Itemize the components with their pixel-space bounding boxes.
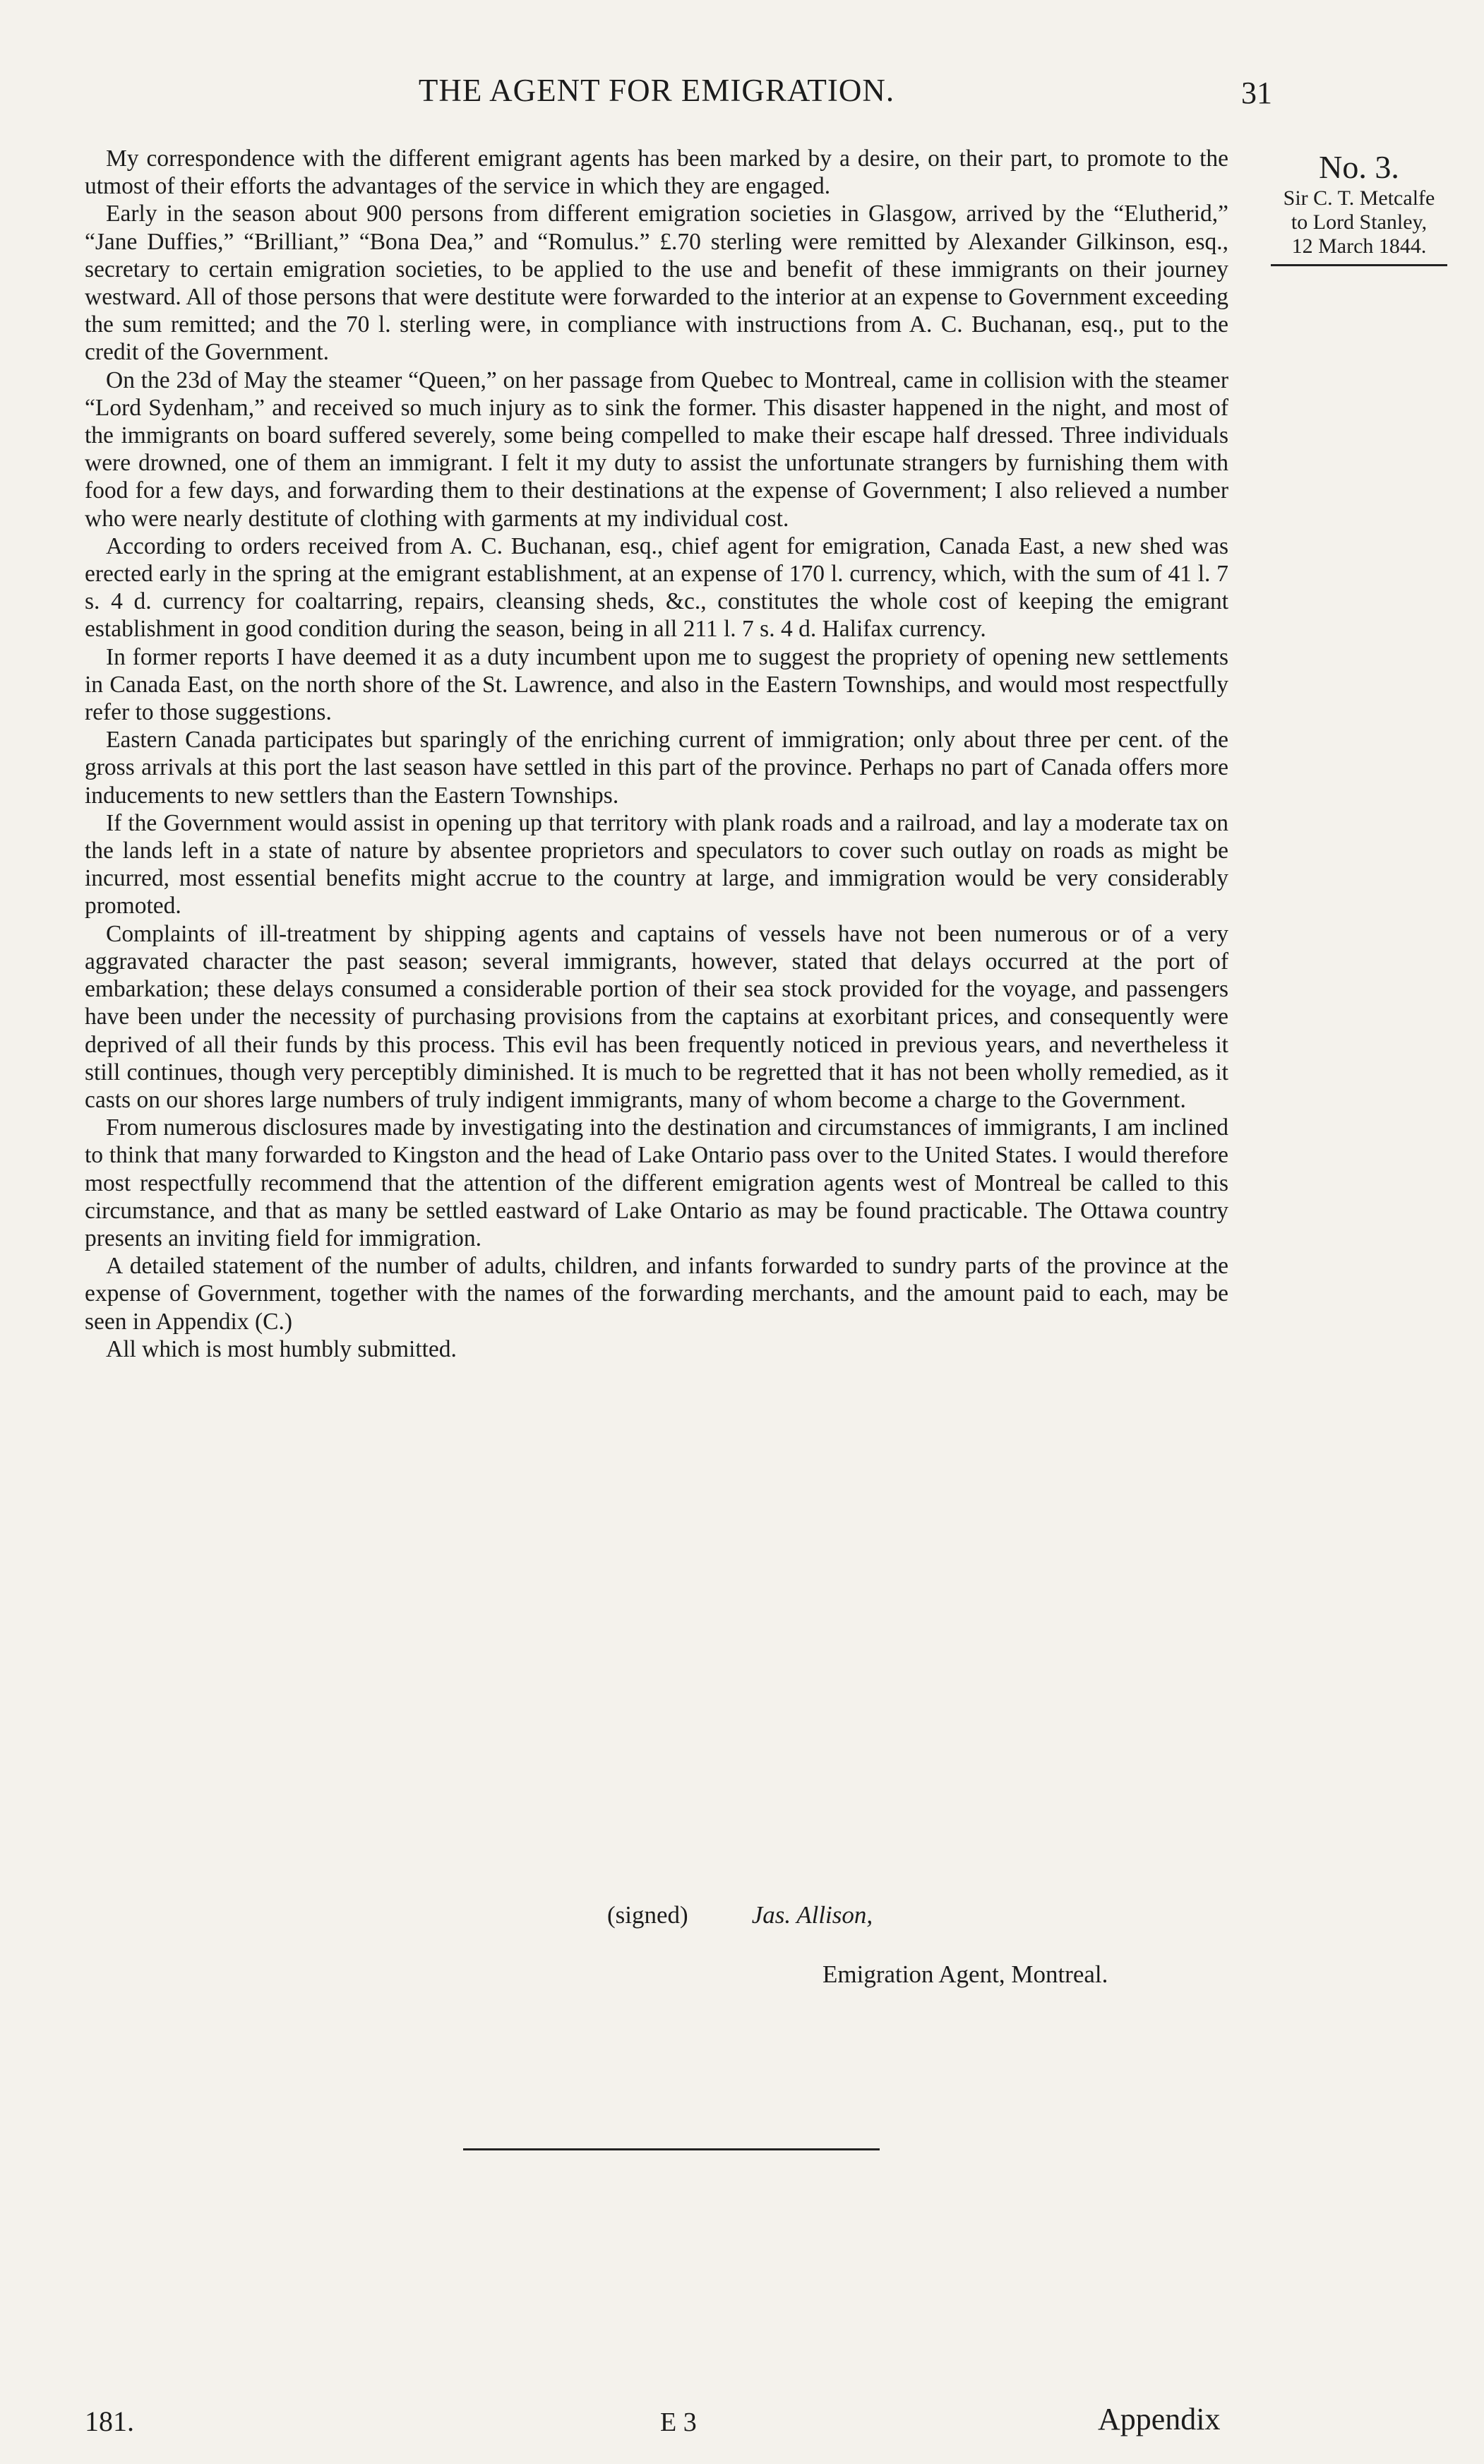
signatory-name: Jas. Allison, [751, 1901, 873, 1929]
margin-note-number: No. 3. [1319, 149, 1399, 185]
footer-signature-mark: E 3 [660, 2408, 697, 2437]
signature-block [607, 1900, 1243, 1990]
paragraph: All which is most humbly submitted. [106, 1335, 457, 1362]
paragraph: According to orders received from A. C. Buchanan, esq., chief agent for emigration, Canada East, a new shed was erected early in the spring at the emigrant establishment, at an expense of 170 l. currency, which, with the sum of 41 l. 7 s. 4 d. currency for coaltarring, repairs, cleansing sheds, &c., constitutes the whole cost of keeping the emigrant establishment in good condition during the season, being in all 211 l. 7 s. 4 d. Halifax currency. [85, 532, 1228, 643]
margin-note-line: 12 March 1844. [1291, 234, 1427, 258]
paragraph: My correspondence with the different emigrant agents has been marked by a desire, on their part, to promote to the utmost of their efforts the advantages of the service in which they are engaged. [85, 145, 1228, 200]
margin-note-line: Sir C. T. Metcalfe [1283, 186, 1435, 210]
body-text [85, 145, 1228, 1363]
paragraph: On the 23d of May the steamer “Queen,” on her passage from Quebec to Montreal, came in collision with the steamer “Lord Sydenham,” and received so much injury as to sink the former. This disaster happened in the night, and most of the immigrants on board suffered severely, some being compelled to make their escape half dressed. Three individuals were drowned, one of them an immigrant. I felt it my duty to assist the unfortunate strangers by furnishing them with food for a few days, and forwarding them to their destinations at the expense of Government; I also relieved a number who were nearly destitute of clothing with garments at my individual cost. [85, 367, 1228, 532]
paragraph: A detailed statement of the number of adults, children, and infants forwarded to sundry parts of the province at the expense of Government, together with the names of the forwarding merchants, and the amount paid to each, may be seen in Appendix (C.) [85, 1253, 1228, 1335]
signed-label: (signed) [607, 1901, 688, 1929]
margin-note [1250, 148, 1468, 266]
signatory-title: Emigration Agent, Montreal. [822, 1960, 1108, 1988]
paragraph: Early in the season about 900 persons from different emigration societies in Glasgow, arrived by the “Elutherid,” “Jane Duffies,” “Brilliant,” “Bona Dea,” and “Romulus.” £.70 sterling were remitted by Alexander Gilkinson, esq., secretary to certain emigration societies, to be applied to the use and benefit of these immigrants on their journey westward. All of those persons that were destitute were forwarded to the interior at an expense to Government exceeding the sum remitted; and the 70 l. sterling were, in compliance with instructions from A. C. Buchanan, esq., put to the credit of the Government. [85, 201, 1228, 366]
margin-note-line: to Lord Stanley, [1291, 210, 1428, 234]
running-head: THE AGENT FOR EMIGRATION. [418, 73, 895, 108]
end-rule [463, 2148, 880, 2150]
paragraph: Complaints of ill-treatment by shipping agents and captains of vessels have not been numerous or of a very aggravated character the past season; several immigrants, however, stated that delays occurred at the port of embarkation; these delays consumed a considerable portion of their sea stock provided for the voyage, and passengers have been under the necessity of purchasing provisions from the captains at exorbitant prices, and consequently were deprived of all their funds by this process. This evil has been frequently noticed in previous years, and nevertheless it still continues, though very perceptibly diminished. It is much to be regretted that it has not been wholly remedied, as it casts on our shores large numbers of truly indigent immigrants, many of whom become a charge to the Government. [85, 920, 1228, 1113]
paragraph: In former reports I have deemed it as a duty incumbent upon me to suggest the propriety of opening new settlements in Canada East, on the north shore of the St. Lawrence, and also in the Eastern Townships, and would most respectfully refer to those suggestions. [85, 643, 1228, 726]
margin-note-rule [1271, 264, 1447, 266]
page-number: 31 [1241, 76, 1272, 110]
footer-catchword: Appendix [1098, 2402, 1221, 2436]
paragraph: From numerous disclosures made by investigating into the destination and circumstances of immigrants, I am inclined to think that many forwarded to Kingston and the head of Lake Ontario pass over to the United States. I would therefore most respectfully recommend that the attention of the different emigration agents west of Montreal be called to this circumstance, and that as many be settled eastward of Lake Ontario as may be found practicable. The Ottawa country presents an inviting field for immigration. [85, 1114, 1228, 1251]
footer-sheet-number: 181. [85, 2405, 134, 2437]
paragraph: If the Government would assist in opening up that territory with plank roads and a railroad, and lay a moderate tax on the lands left in a state of nature by absentee proprietors and speculators to cover such outlay on roads as might be incurred, most essential benefits might accrue to the country at large, and immigration would be very considerably promoted. [85, 809, 1228, 919]
signature-row [607, 1900, 1243, 1931]
paragraph: Eastern Canada participates but sparingly of the enriching current of immigration; only about three per cent. of the gross arrivals at this port the last season have settled in this part of the province. Perhaps no part of Canada offers more inducements to new settlers than the Eastern Townships. [85, 727, 1228, 809]
